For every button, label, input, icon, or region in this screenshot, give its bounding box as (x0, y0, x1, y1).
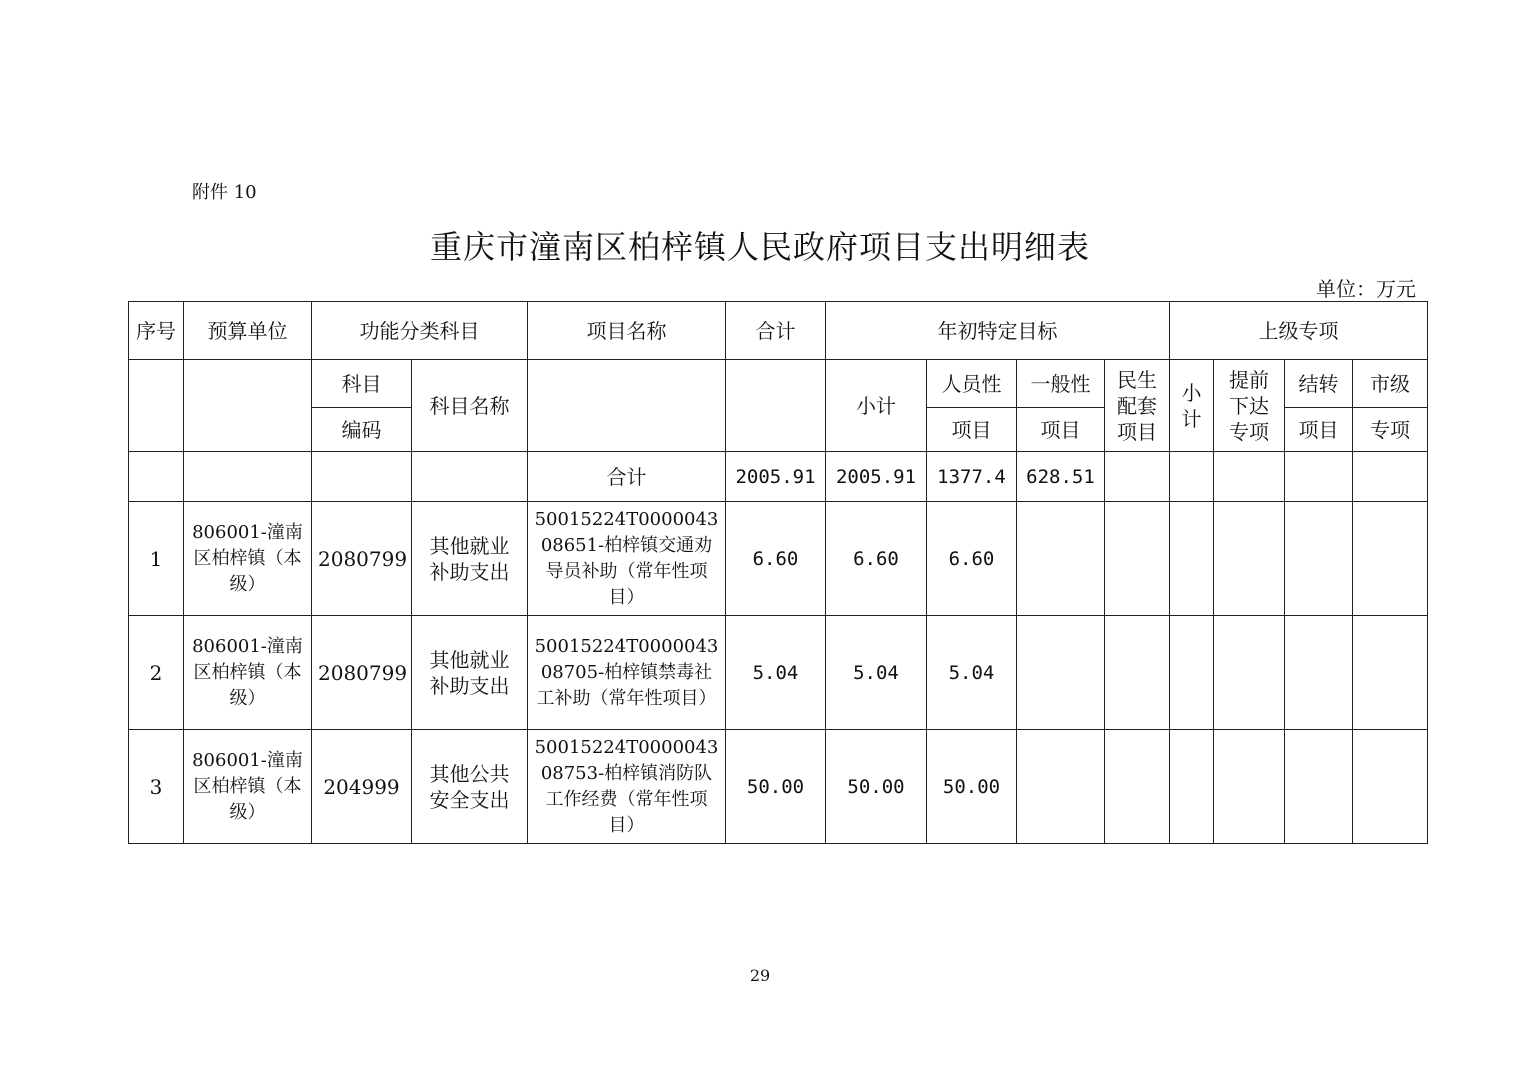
summary-general: 628.51 (1017, 452, 1105, 502)
cell-empty (1285, 502, 1353, 616)
header-general-top: 一般性 (1017, 360, 1105, 408)
header-subject-name: 科目名称 (412, 360, 528, 452)
cell-empty (412, 452, 528, 502)
cell-empty (1017, 502, 1105, 616)
summary-label: 合计 (528, 452, 726, 502)
cell-empty (1105, 452, 1170, 502)
header-empty (528, 360, 726, 452)
summary-annual-subtotal: 2005.91 (826, 452, 927, 502)
table-row (129, 502, 1428, 616)
cell-empty (1353, 730, 1428, 844)
summary-row (129, 452, 1428, 502)
header-personnel-top: 人员性 (927, 360, 1017, 408)
cell-empty (1353, 502, 1428, 616)
header-general-bottom: 项目 (1017, 408, 1105, 452)
cell-empty (1214, 730, 1285, 844)
header-carryover-bottom: 项目 (1285, 408, 1353, 452)
row-subject-name: 其他公共安全支出 (412, 730, 528, 844)
cell-empty (129, 452, 184, 502)
header-annual-target: 年初特定目标 (826, 302, 1170, 360)
summary-total: 2005.91 (726, 452, 826, 502)
row-total: 5.04 (726, 616, 826, 730)
row-seq: 3 (129, 730, 184, 844)
header-livelihood: 民生配套项目 (1105, 360, 1170, 452)
row-subject-code: 2080799 (312, 502, 412, 616)
header-subject-code-bottom: 编码 (312, 408, 412, 452)
attachment-label: 附件 10 (192, 182, 257, 203)
cell-empty (1214, 502, 1285, 616)
cell-empty (312, 452, 412, 502)
cell-empty (1285, 730, 1353, 844)
table-row (129, 730, 1428, 844)
header-empty (129, 360, 184, 452)
row-seq: 1 (129, 502, 184, 616)
summary-personnel: 1377.4 (927, 452, 1017, 502)
row-total: 6.60 (726, 502, 826, 616)
project-expenditure-table (128, 301, 1428, 844)
header-subject-code-top: 科目 (312, 360, 412, 408)
cell-empty (1105, 730, 1170, 844)
header-superior-subtotal: 小计 (1170, 360, 1214, 452)
page-number: 29 (749, 966, 771, 985)
header-seq: 序号 (129, 302, 184, 360)
cell-empty (1214, 616, 1285, 730)
row-personnel: 5.04 (927, 616, 1017, 730)
row-budget-unit: 806001-潼南区柏梓镇（本级） (184, 616, 312, 730)
page-title: 重庆市潼南区柏梓镇人民政府项目支出明细表 (429, 228, 1090, 266)
header-personnel-bottom: 项目 (927, 408, 1017, 452)
row-budget-unit: 806001-潼南区柏梓镇（本级） (184, 730, 312, 844)
cell-empty (1017, 616, 1105, 730)
header-empty (726, 360, 826, 452)
row-subject-name: 其他就业补助支出 (412, 616, 528, 730)
header-row-1 (129, 302, 1428, 360)
row-total: 50.00 (726, 730, 826, 844)
header-empty (184, 360, 312, 452)
cell-empty (1105, 502, 1170, 616)
row-personnel: 6.60 (927, 502, 1017, 616)
cell-empty (1214, 452, 1285, 502)
cell-empty (1353, 452, 1428, 502)
row-annual-subtotal: 6.60 (826, 502, 927, 616)
row-seq: 2 (129, 616, 184, 730)
row-project-name: 50015224T000004308753-柏梓镇消防队工作经费（常年性项目） (528, 730, 726, 844)
row-budget-unit: 806001-潼南区柏梓镇（本级） (184, 502, 312, 616)
row-subject-code: 204999 (312, 730, 412, 844)
header-city-bottom: 专项 (1353, 408, 1428, 452)
cell-empty (1285, 452, 1353, 502)
header-row-2 (129, 360, 1428, 408)
cell-empty (1170, 452, 1214, 502)
table-row (129, 616, 1428, 730)
header-advance: 提前下达专项 (1214, 360, 1285, 452)
header-budget-unit: 预算单位 (184, 302, 312, 360)
cell-empty (1285, 616, 1353, 730)
unit-label: 单位：万元 (1316, 277, 1416, 301)
row-annual-subtotal: 5.04 (826, 616, 927, 730)
header-annual-subtotal: 小计 (826, 360, 927, 452)
cell-empty (1170, 502, 1214, 616)
header-city-top: 市级 (1353, 360, 1428, 408)
cell-empty (184, 452, 312, 502)
header-project-name: 项目名称 (528, 302, 726, 360)
header-total: 合计 (726, 302, 826, 360)
header-carryover-top: 结转 (1285, 360, 1353, 408)
cell-empty (1017, 730, 1105, 844)
row-personnel: 50.00 (927, 730, 1017, 844)
header-func-class: 功能分类科目 (312, 302, 528, 360)
row-project-name: 50015224T000004308651-柏梓镇交通劝导员补助（常年性项目） (528, 502, 726, 616)
cell-empty (1170, 730, 1214, 844)
row-subject-name: 其他就业补助支出 (412, 502, 528, 616)
row-subject-code: 2080799 (312, 616, 412, 730)
row-project-name: 50015224T000004308705-柏梓镇禁毒社工补助（常年性项目） (528, 616, 726, 730)
row-annual-subtotal: 50.00 (826, 730, 927, 844)
cell-empty (1170, 616, 1214, 730)
header-superior-special: 上级专项 (1170, 302, 1428, 360)
cell-empty (1353, 616, 1428, 730)
cell-empty (1105, 616, 1170, 730)
